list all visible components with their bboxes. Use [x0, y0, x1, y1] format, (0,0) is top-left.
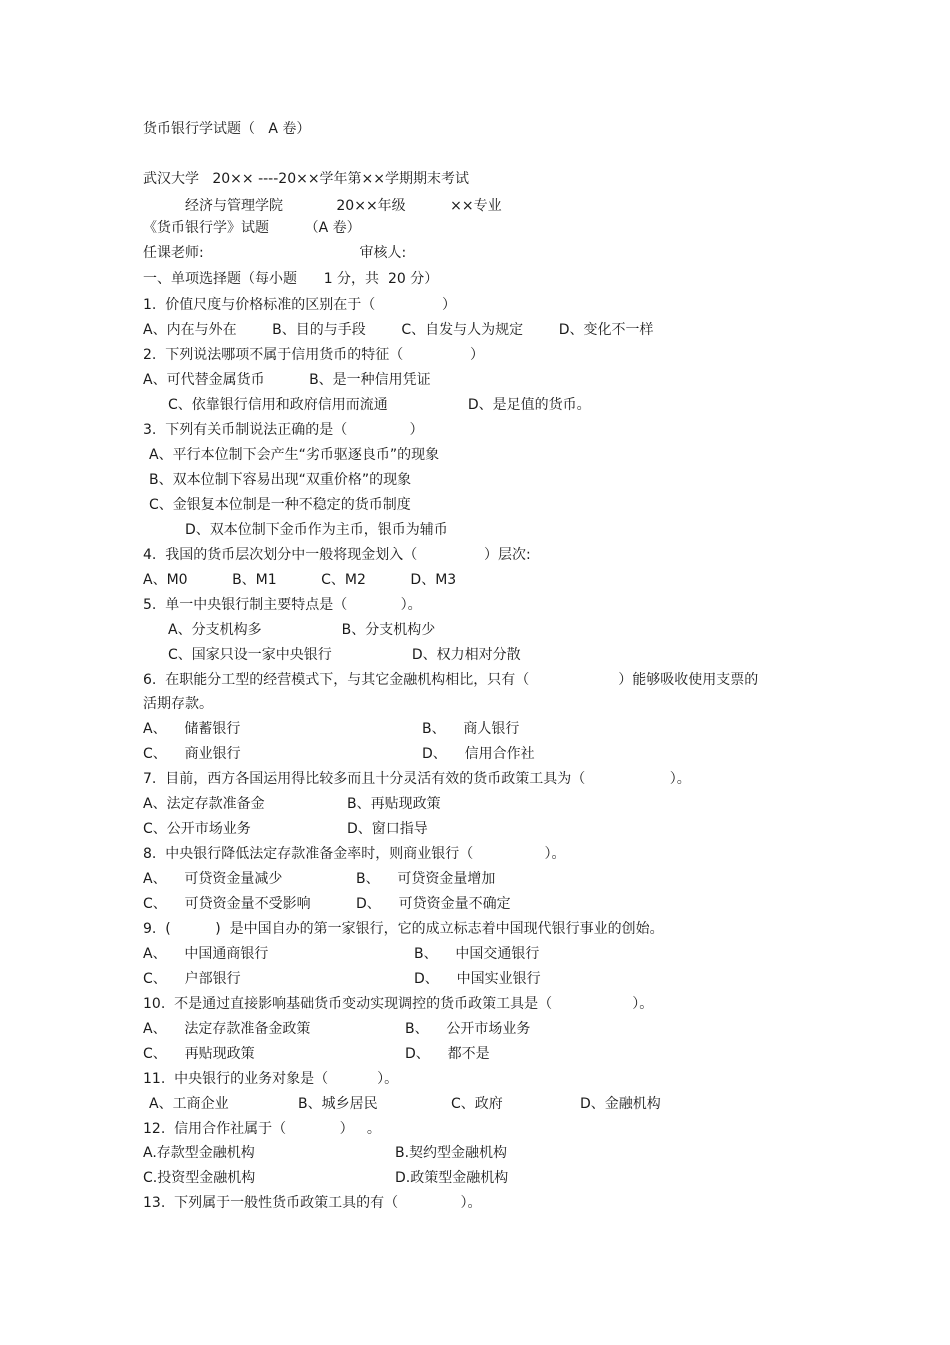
question-8-option-d: D、 可贷资金量不确定 — [356, 896, 511, 912]
question-9: 9. ( ) 是中国自办的第一家银行，它的成立标志着中国现代银行事业的创始。 — [143, 921, 664, 937]
department-line: 经济与管理学院 20××年级 ××专业 — [185, 198, 502, 214]
question-10: 10. 不是通过直接影响基础货币变动实现调控的货币政策工具是（ ）。 — [143, 996, 654, 1012]
question-8: 8. 中央银行降低法定存款准备金率时，则商业银行（ ）。 — [143, 846, 566, 862]
question-10-option-c: C、 再贴现政策 — [143, 1046, 255, 1062]
question-12-option-c: C.投资型金融机构 — [143, 1170, 256, 1186]
question-9-option-c: C、 户部银行 — [143, 971, 241, 987]
question-9-option-a: A、 中国通商银行 — [143, 946, 269, 962]
question-5-options-cd: C、国家只设一家中央银行 D、权力相对分散 — [168, 647, 521, 663]
question-3-option-d: D、双本位制下金币作为主币，银币为辅币 — [185, 522, 448, 538]
question-7-option-b: B、再贴现政策 — [347, 796, 441, 812]
question-7-option-a: A、法定存款准备金 — [143, 796, 265, 812]
question-9-option-b: B、 中国交通银行 — [414, 946, 540, 962]
question-1: 1. 价值尺度与价格标准的区别在于（ ） — [143, 297, 457, 313]
question-3-option-c: C、金银复本位制是一种不稳定的货币制度 — [149, 497, 411, 513]
question-6-continued: 活期存款。 — [143, 696, 213, 712]
question-13: 13. 下列属于一般性货币政策工具的有（ ）。 — [143, 1195, 482, 1211]
question-2-options-cd: C、依靠银行信用和政府信用而流通 D、是足值的货币。 — [168, 397, 591, 413]
question-8-option-b: B、 可贷资金量增加 — [356, 871, 496, 887]
question-8-option-c: C、 可贷资金量不受影响 — [143, 896, 311, 912]
question-4: 4. 我国的货币层次划分中一般将现金划入（ ）层次: — [143, 547, 531, 563]
section-title: 一、单项选择题（每小题 1 分，共 20 分） — [143, 271, 439, 287]
question-11-option-d: D、金融机构 — [580, 1096, 661, 1112]
question-6-option-d: D、 信用合作社 — [422, 746, 535, 762]
question-12-option-d: D.政策型金融机构 — [395, 1170, 509, 1186]
exam-title: 货币银行学试题（ A 卷） — [143, 121, 311, 137]
question-6-option-c: C、 商业银行 — [143, 746, 241, 762]
question-11-option-b: B、城乡居民 — [298, 1096, 378, 1112]
question-6-option-a: A、 储蓄银行 — [143, 721, 241, 737]
teacher-line: 任课老师: 审核人: — [143, 245, 407, 261]
question-3-option-a: A、平行本位制下会产生“劣币驱逐良币”的现象 — [149, 447, 440, 463]
question-10-option-b: B、 公开市场业务 — [405, 1021, 531, 1037]
question-7-option-c: C、公开市场业务 — [143, 821, 251, 837]
question-5-options-ab: A、分支机构多 B、分支机构少 — [168, 622, 436, 638]
question-12-option-b: B.契约型金融机构 — [395, 1145, 508, 1161]
question-11-option-a: A、工商企业 — [149, 1096, 229, 1112]
question-10-option-a: A、 法定存款准备金政策 — [143, 1021, 311, 1037]
question-1-options: A、内在与外在 B、目的与手段 C、自发与人为规定 D、变化不一样 — [143, 322, 654, 338]
question-2-options-ab: A、可代替金属货币 B、是一种信用凭证 — [143, 372, 431, 388]
question-2: 2. 下列说法哪项不属于信用货币的特征（ ） — [143, 347, 485, 363]
question-6: 6. 在职能分工型的经营模式下，与其它金融机构相比，只有（ ）能够吸收使用支票的 — [143, 672, 759, 688]
question-6-option-b: B、 商人银行 — [422, 721, 520, 737]
question-8-option-a: A、 可贷资金量减少 — [143, 871, 283, 887]
question-3-option-b: B、双本位制下容易出现“双重价格”的现象 — [149, 472, 412, 488]
question-10-option-d: D、 都不是 — [405, 1046, 490, 1062]
question-9-option-d: D、 中国实业银行 — [414, 971, 541, 987]
course-line: 《货币银行学》试题 （A 卷） — [143, 220, 361, 236]
question-3: 3. 下列有关币制说法正确的是（ ） — [143, 422, 424, 438]
question-11: 11. 中央银行的业务对象是（ ）。 — [143, 1071, 399, 1087]
question-4-options: A、M0 B、M1 C、M2 D、M3 — [143, 572, 457, 588]
exam-header-line: 武汉大学 20×× ----20××学年第××学期期末考试 — [143, 171, 470, 187]
question-7-option-d: D、窗口指导 — [347, 821, 428, 837]
question-12: 12. 信用合作社属于（ ） 。 — [143, 1121, 381, 1137]
question-5: 5. 单一中央银行制主要特点是（ ）。 — [143, 597, 422, 613]
question-11-option-c: C、政府 — [451, 1096, 503, 1112]
question-7: 7. 目前，西方各国运用得比较多而且十分灵活有效的货币政策工具为（ ）。 — [143, 771, 691, 787]
question-12-option-a: A.存款型金融机构 — [143, 1145, 255, 1161]
